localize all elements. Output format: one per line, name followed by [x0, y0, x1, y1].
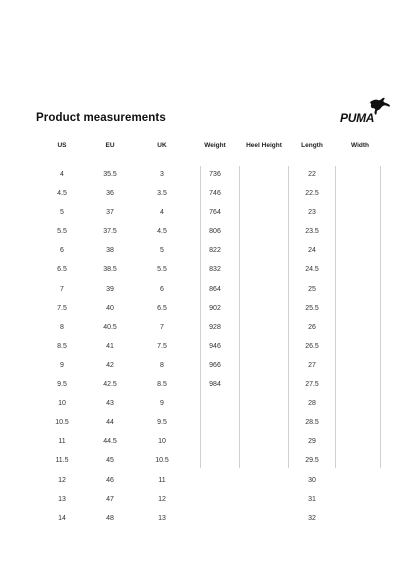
table-cell-us: 12: [58, 476, 66, 484]
table-cell-us: 9.5: [57, 381, 67, 389]
column-header-weight: Weight: [204, 142, 226, 149]
table-cell-eu: 43: [106, 400, 114, 408]
table-cell-us: 6: [60, 247, 64, 255]
table-cell-uk: 3: [160, 171, 164, 178]
column-divider: [380, 166, 381, 468]
column-header-heel-height: Heel Height: [246, 142, 282, 149]
table-cell-uk: 6.5: [157, 304, 167, 312]
table-cell-eu: 38: [106, 247, 114, 255]
table-cell-weight: 966: [209, 361, 221, 369]
table-cell-length: 29: [308, 438, 316, 446]
table-cell-us: 13: [58, 495, 66, 503]
column-divider: [288, 166, 289, 468]
table-cell-uk: 10: [158, 438, 166, 446]
table-cell-length: 30: [308, 476, 316, 484]
table-cell-us: 7.5: [57, 304, 67, 312]
table-cell-eu: 37: [106, 209, 114, 217]
table-cell-weight: 764: [209, 209, 221, 217]
table-cell-us: 9: [60, 361, 64, 369]
table-cell-length: 23: [308, 209, 316, 217]
table-cell-length: 29.5: [305, 457, 319, 465]
column-divider: [239, 166, 240, 468]
column-header-us: US: [57, 142, 67, 149]
table-cell-eu: 45: [106, 457, 114, 465]
table-cell-weight: 928: [209, 323, 221, 331]
table-cell-eu: 40.5: [103, 323, 117, 331]
table-cell-uk: 5.5: [157, 266, 167, 274]
puma-logo: [340, 96, 392, 124]
table-cell-length: 27.5: [305, 381, 319, 389]
table-cell-weight: 946: [209, 342, 221, 350]
table-cell-eu: 42: [106, 361, 114, 369]
table-cell-us: 11.5: [55, 457, 69, 465]
size-chart-table: [40, 140, 385, 522]
table-cell-uk: 8.5: [157, 381, 167, 389]
table-cell-weight: 746: [209, 190, 221, 198]
table-cell-us: 8.5: [57, 342, 67, 350]
column-length: [295, 140, 329, 522]
puma-cat-icon: [340, 96, 392, 124]
table-cell-eu: 44: [106, 419, 114, 427]
table-cell-uk: 8: [160, 361, 164, 369]
table-cell-us: 7: [60, 285, 64, 293]
column-divider: [335, 166, 336, 468]
table-cell-us: 4.5: [57, 190, 67, 198]
table-cell-eu: 47: [106, 495, 114, 503]
table-cell-uk: 4: [160, 209, 164, 217]
table-cell-uk: 9: [160, 400, 164, 408]
table-cell-length: 22: [308, 171, 316, 178]
table-cell-us: 10: [58, 400, 66, 408]
table-cell-length: 25: [308, 285, 316, 293]
table-cell-weight: 902: [209, 304, 221, 312]
table-cell-uk: 7.5: [157, 342, 167, 350]
table-cell-length: 27: [308, 361, 316, 369]
table-cell-eu: 42.5: [103, 381, 117, 389]
table-cell-uk: 13: [158, 514, 166, 522]
table-cell-length: 32: [308, 514, 316, 522]
table-cell-us: 10.5: [55, 419, 69, 427]
table-cell-length: 23.5: [305, 228, 319, 236]
table-cell-length: 28: [308, 400, 316, 408]
table-cell-us: 14: [58, 514, 66, 522]
table-cell-eu: 41: [106, 342, 114, 350]
table-cell-uk: 11: [158, 476, 166, 484]
table-cell-us: 5.5: [57, 228, 67, 236]
table-cell-length: 26: [308, 323, 316, 331]
table-cell-weight: 822: [209, 247, 221, 255]
table-cell-length: 28.5: [305, 419, 319, 427]
column-eu: [96, 140, 124, 522]
table-cell-weight: 984: [209, 381, 221, 389]
table-cell-length: 24.5: [305, 266, 319, 274]
table-cell-length: 26.5: [305, 342, 319, 350]
column-header-width: Width: [351, 142, 369, 149]
table-cell-uk: 4.5: [157, 228, 167, 236]
table-cell-uk: 3.5: [157, 190, 167, 198]
column-width: [343, 140, 377, 154]
table-cell-eu: 37.5: [103, 228, 117, 236]
table-cell-eu: 38.5: [103, 266, 117, 274]
page-title: Product measurements: [36, 112, 166, 124]
table-cell-weight: 806: [209, 228, 221, 236]
table-cell-eu: 36: [106, 190, 114, 198]
table-cell-uk: 5: [160, 247, 164, 255]
table-cell-eu: 40: [106, 304, 114, 312]
table-cell-length: 22.5: [305, 190, 319, 198]
column-heel-height: [242, 140, 286, 154]
column-weight: [198, 140, 232, 389]
table-cell-us: 4: [60, 171, 64, 178]
svg-text:PUMA: PUMA: [340, 111, 375, 124]
table-cell-us: 8: [60, 323, 64, 331]
table-cell-uk: 7: [160, 323, 164, 331]
table-cell-eu: 48: [106, 514, 114, 522]
column-uk: [148, 140, 176, 522]
table-cell-length: 24: [308, 247, 316, 255]
table-cell-eu: 44.5: [103, 438, 117, 446]
table-cell-uk: 12: [158, 495, 166, 503]
table-cell-eu: 35.5: [103, 171, 117, 178]
table-cell-eu: 39: [106, 285, 114, 293]
table-cell-eu: 46: [106, 476, 114, 484]
column-header-uk: UK: [157, 142, 167, 149]
column-us: [48, 140, 76, 522]
table-cell-us: 5: [60, 209, 64, 217]
table-cell-us: 11: [58, 438, 66, 446]
table-cell-weight: 864: [209, 285, 221, 293]
table-cell-uk: 6: [160, 285, 164, 293]
table-cell-uk: 10.5: [155, 457, 169, 465]
table-cell-weight: 832: [209, 266, 221, 274]
table-cell-us: 6.5: [57, 266, 67, 274]
table-cell-length: 31: [308, 495, 316, 503]
table-cell-uk: 9.5: [157, 419, 167, 427]
table-cell-weight: 736: [209, 171, 221, 178]
column-header-length: Length: [301, 142, 323, 149]
table-cell-length: 25.5: [305, 304, 319, 312]
column-header-eu: EU: [105, 142, 115, 149]
